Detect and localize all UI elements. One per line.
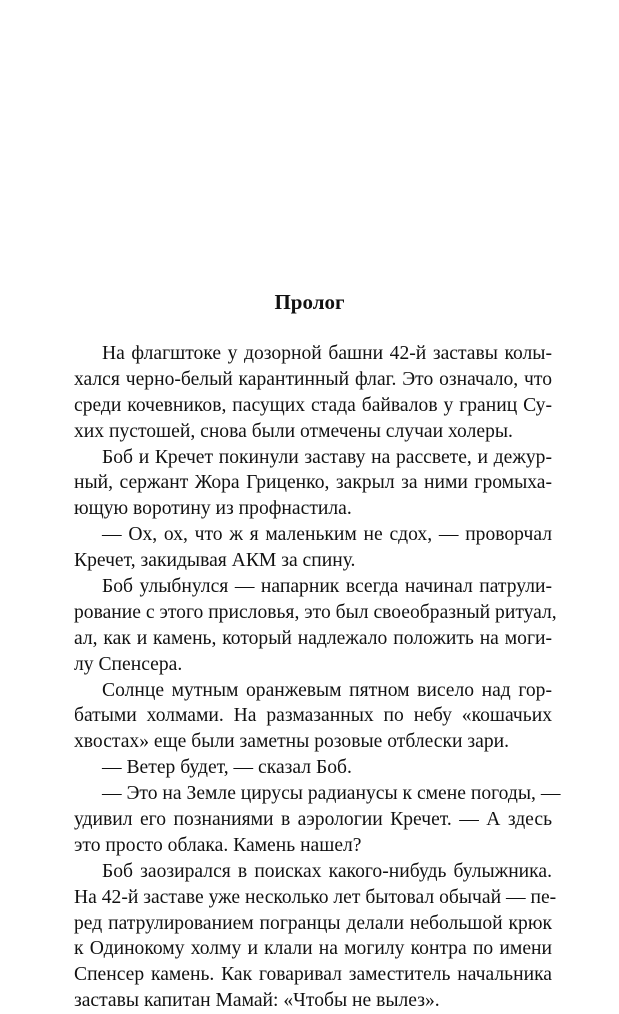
text-line: ал, как и камень, который надлежало положить на моги-: [74, 627, 552, 649]
text-line: — Ох, ох, что ж я маленьким не сдох, — проворчал: [102, 524, 552, 546]
text-line: батыми холмами. На размазанных по небу «кошачьих: [74, 705, 552, 727]
text-line: рование с этого присловья, это был своеобразный ритуал,: [74, 601, 557, 623]
text-line: Боб заозирался в поисках какого-нибудь булыжника.: [102, 860, 552, 882]
text-line: заставы капитан Мамай: «Чтобы не вылез».: [74, 990, 440, 1012]
text-line: ющую воротину из профнастила.: [74, 498, 352, 520]
chapter-title: Пролог: [274, 290, 345, 314]
text-line: Кречет, закидывая АКМ за спину.: [74, 550, 356, 572]
text-line: хих пустошей, снова были отмечены случаи холеры.: [74, 420, 513, 442]
text-line: удивил его познаниями в аэрологии Кречет. — А здесь: [74, 809, 552, 831]
text-line: Боб улыбнулся — напарник всегда начинал патрули-: [102, 576, 552, 598]
text-line: На 42-й заставе уже несколько лет бытовал обычай — пе-: [74, 886, 557, 908]
text-line: — Это на Земле цирусы радианусы к смене погоды, —: [102, 783, 561, 805]
text-line: к Одинокому холму и клали на могилу контра по имени: [74, 938, 552, 960]
text-line: ный, сержант Жора Гриценко, закрыл за ними громыха-: [74, 472, 552, 494]
text-line: среди кочевников, пасущих стада байвалов у границ Су-: [74, 394, 552, 416]
text-line: — Ветер будет, — сказал Боб.: [102, 757, 352, 779]
text-line: это просто облака. Камень нашел?: [74, 834, 362, 856]
text-line: Спенсер камень. Как говаривал заместитель начальника: [74, 964, 552, 986]
body-text: [74, 341, 561, 1014]
text-line: хвостах» еще были заметны розовые отблески зари.: [74, 731, 509, 753]
text-line: лу Спенсера.: [74, 653, 183, 675]
text-line: ред патрулированием погранцы делали небольшой крюк: [74, 912, 552, 934]
text-line: хался черно-белый карантинный флаг. Это означало, что: [74, 368, 552, 390]
text-line: На флагштоке у дозорной башни 42-й заставы колы-: [102, 343, 552, 364]
text-line: Боб и Кречет покинули заставу на рассвете, и дежур-: [102, 446, 552, 468]
text-line: Солнце мутным оранжевым пятном висело над гор-: [102, 679, 552, 701]
